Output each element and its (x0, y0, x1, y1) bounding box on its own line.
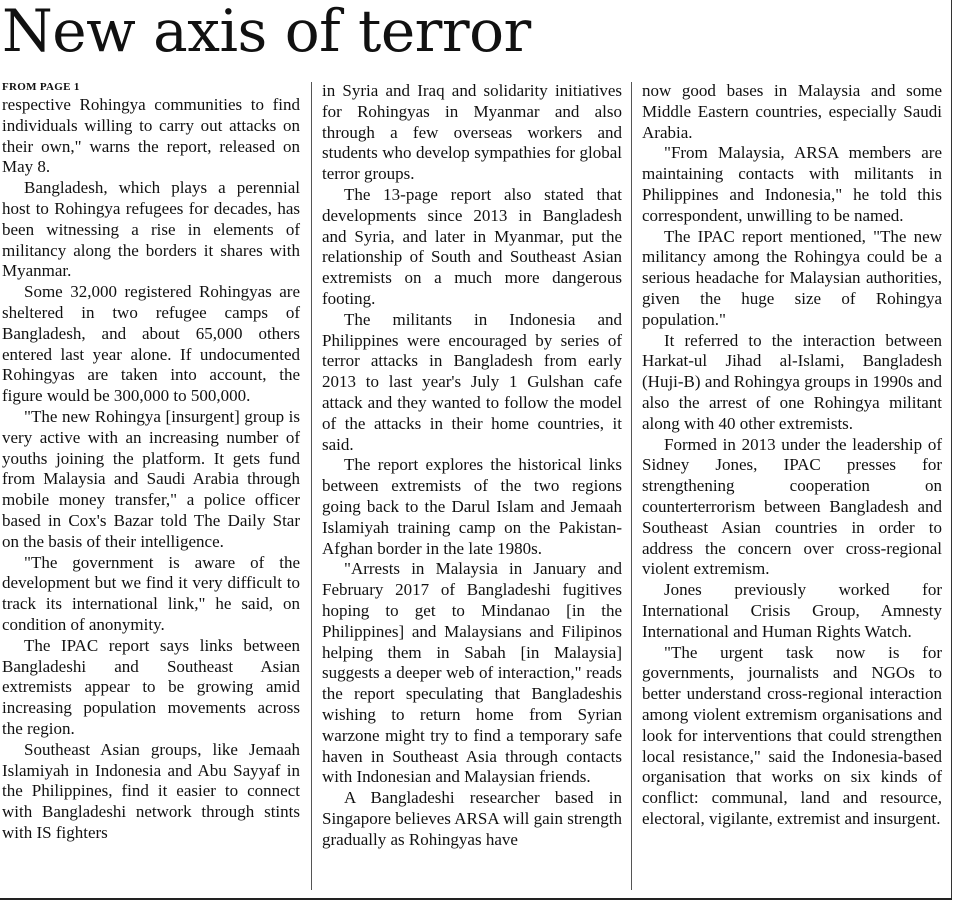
paragraph: Bangladesh, which plays a perennial host to Rohingya refugees for decades, has been witnessing a rise in elements of militancy along the borders it shares with Myanmar. (2, 178, 300, 281)
paragraph: Southeast Asian groups, like Jemaah Islamiyah in Indonesia and Abu Sayyaf in the Philippines, find it easier to connect with Bangladeshi network through stints with IS fighters (2, 739, 300, 842)
article-column-1 (2, 79, 300, 844)
paragraph: "The new Rohingya [insurgent] group is very active with an increasing number of youths joining the platform. It gets fund from Malaysia and Saudi Arabia through mobile money transfer," a police officer based in Cox's Bazar told The Daily Star on the basis of their intelligence. (2, 406, 300, 551)
article-column-3 (642, 81, 942, 830)
paragraph: Formed in 2013 under the leadership of Sidney Jones, IPAC presses for strengthening cooperation on counterterrorism between Bangladesh and Southeast Asian countries in order to address the concern over cross-regional violent extremism. (642, 434, 942, 579)
paragraph: The militants in Indonesia and Philippines were encouraged by series of terror attacks in Bangladesh from early 2013 to last year's July 1 Gulshan cafe attack and they wanted to follow the model of the attacks in their home countries, it said. (322, 309, 622, 454)
column-divider (631, 82, 632, 890)
paragraph: "The urgent task now is for governments, journalists and NGOs to better understand cross-regional interaction among violent extremism organisations and look for interventions that could strengthen local resistance," said the Indonesia-based organisation that works on six kinds of conflict: communal, land and resource, electoral, vigilante, extremist and insurgent. (642, 642, 942, 828)
paragraph: The 13-page report also stated that developments since 2013 in Bangladesh and Syria, and later in Myanmar, put the relationship of South and Southeast Asian extremists on a much more dangerous footing. (322, 184, 622, 308)
paragraph: in Syria and Iraq and solidarity initiatives for Rohingyas in Myanmar and also through a few overseas workers and students who develop sympathies for global terror groups. (322, 81, 622, 184)
headline: New axis of terror (2, 0, 531, 65)
paragraph: now good bases in Malaysia and some Middle Eastern countries, especially Saudi Arabia. (642, 81, 942, 142)
paragraph: The IPAC report says links between Bangladeshi and Southeast Asian extremists appear to be growing amid increasing population movements across the region. (2, 635, 300, 738)
kicker: FROM PAGE 1 (2, 81, 80, 93)
paragraph: "Arrests in Malaysia in January and February 2017 of Bangladeshi fugitives hoping to get to Mindanao [in the Philippines] and Malaysians and Filipinos helping them in Sabah [in Malaysia] suggests a deeper web of interaction," reads the report speculating that Bangladeshis wishing to return home from Syrian warzone might try to find a temporary safe haven in Southeast Asia through contacts with Indonesian and Malaysian friends. (322, 559, 622, 787)
paragraph: respective Rohingya communities to find individuals willing to carry out attacks on their own," warns the report, released on May 8. (2, 95, 300, 177)
article-column-2 (322, 81, 622, 850)
paragraph: It referred to the interaction between Harkat-ul Jihad al-Islami, Bangladesh (Huji-B) and Rohingya groups in 1990s and also the arrest of one Rohingya militant along with 40 other extremists. (642, 330, 942, 433)
paragraph: "The government is aware of the development but we find it very difficult to track its international link," he said, on condition of anonymity. (2, 552, 300, 634)
column-divider (311, 82, 312, 890)
paragraph: "From Malaysia, ARSA members are maintaining contacts with militants in Philippines and Indonesia," he told this correspondent, unwilling to be named. (642, 143, 942, 225)
paragraph: A Bangladeshi researcher based in Singapore believes ARSA will gain strength gradually as Rohingyas have (322, 788, 622, 849)
paragraph: The IPAC report mentioned, "The new militancy among the Rohingya could be a serious headache for Malaysian authorities, given the huge size of Rohingya population." (642, 226, 942, 329)
paragraph: Some 32,000 registered Rohingyas are sheltered in two refugee camps of Bangladesh, and about 65,000 others entered last year alone. If undocumented Rohingyas are taken into account, the figure would be 300,000 to 500,000. (2, 282, 300, 406)
paragraph: Jones previously worked for International Crisis Group, Amnesty International and Human Rights Watch. (642, 580, 942, 641)
page-edge-rule (951, 0, 952, 900)
bottom-rule (0, 898, 952, 900)
paragraph: The report explores the historical links between extremists of the two regions going back to the Darul Islam and Jemaah Islamiyah training camp on the Pakistan-Afghan border in the late 1980s. (322, 455, 622, 558)
